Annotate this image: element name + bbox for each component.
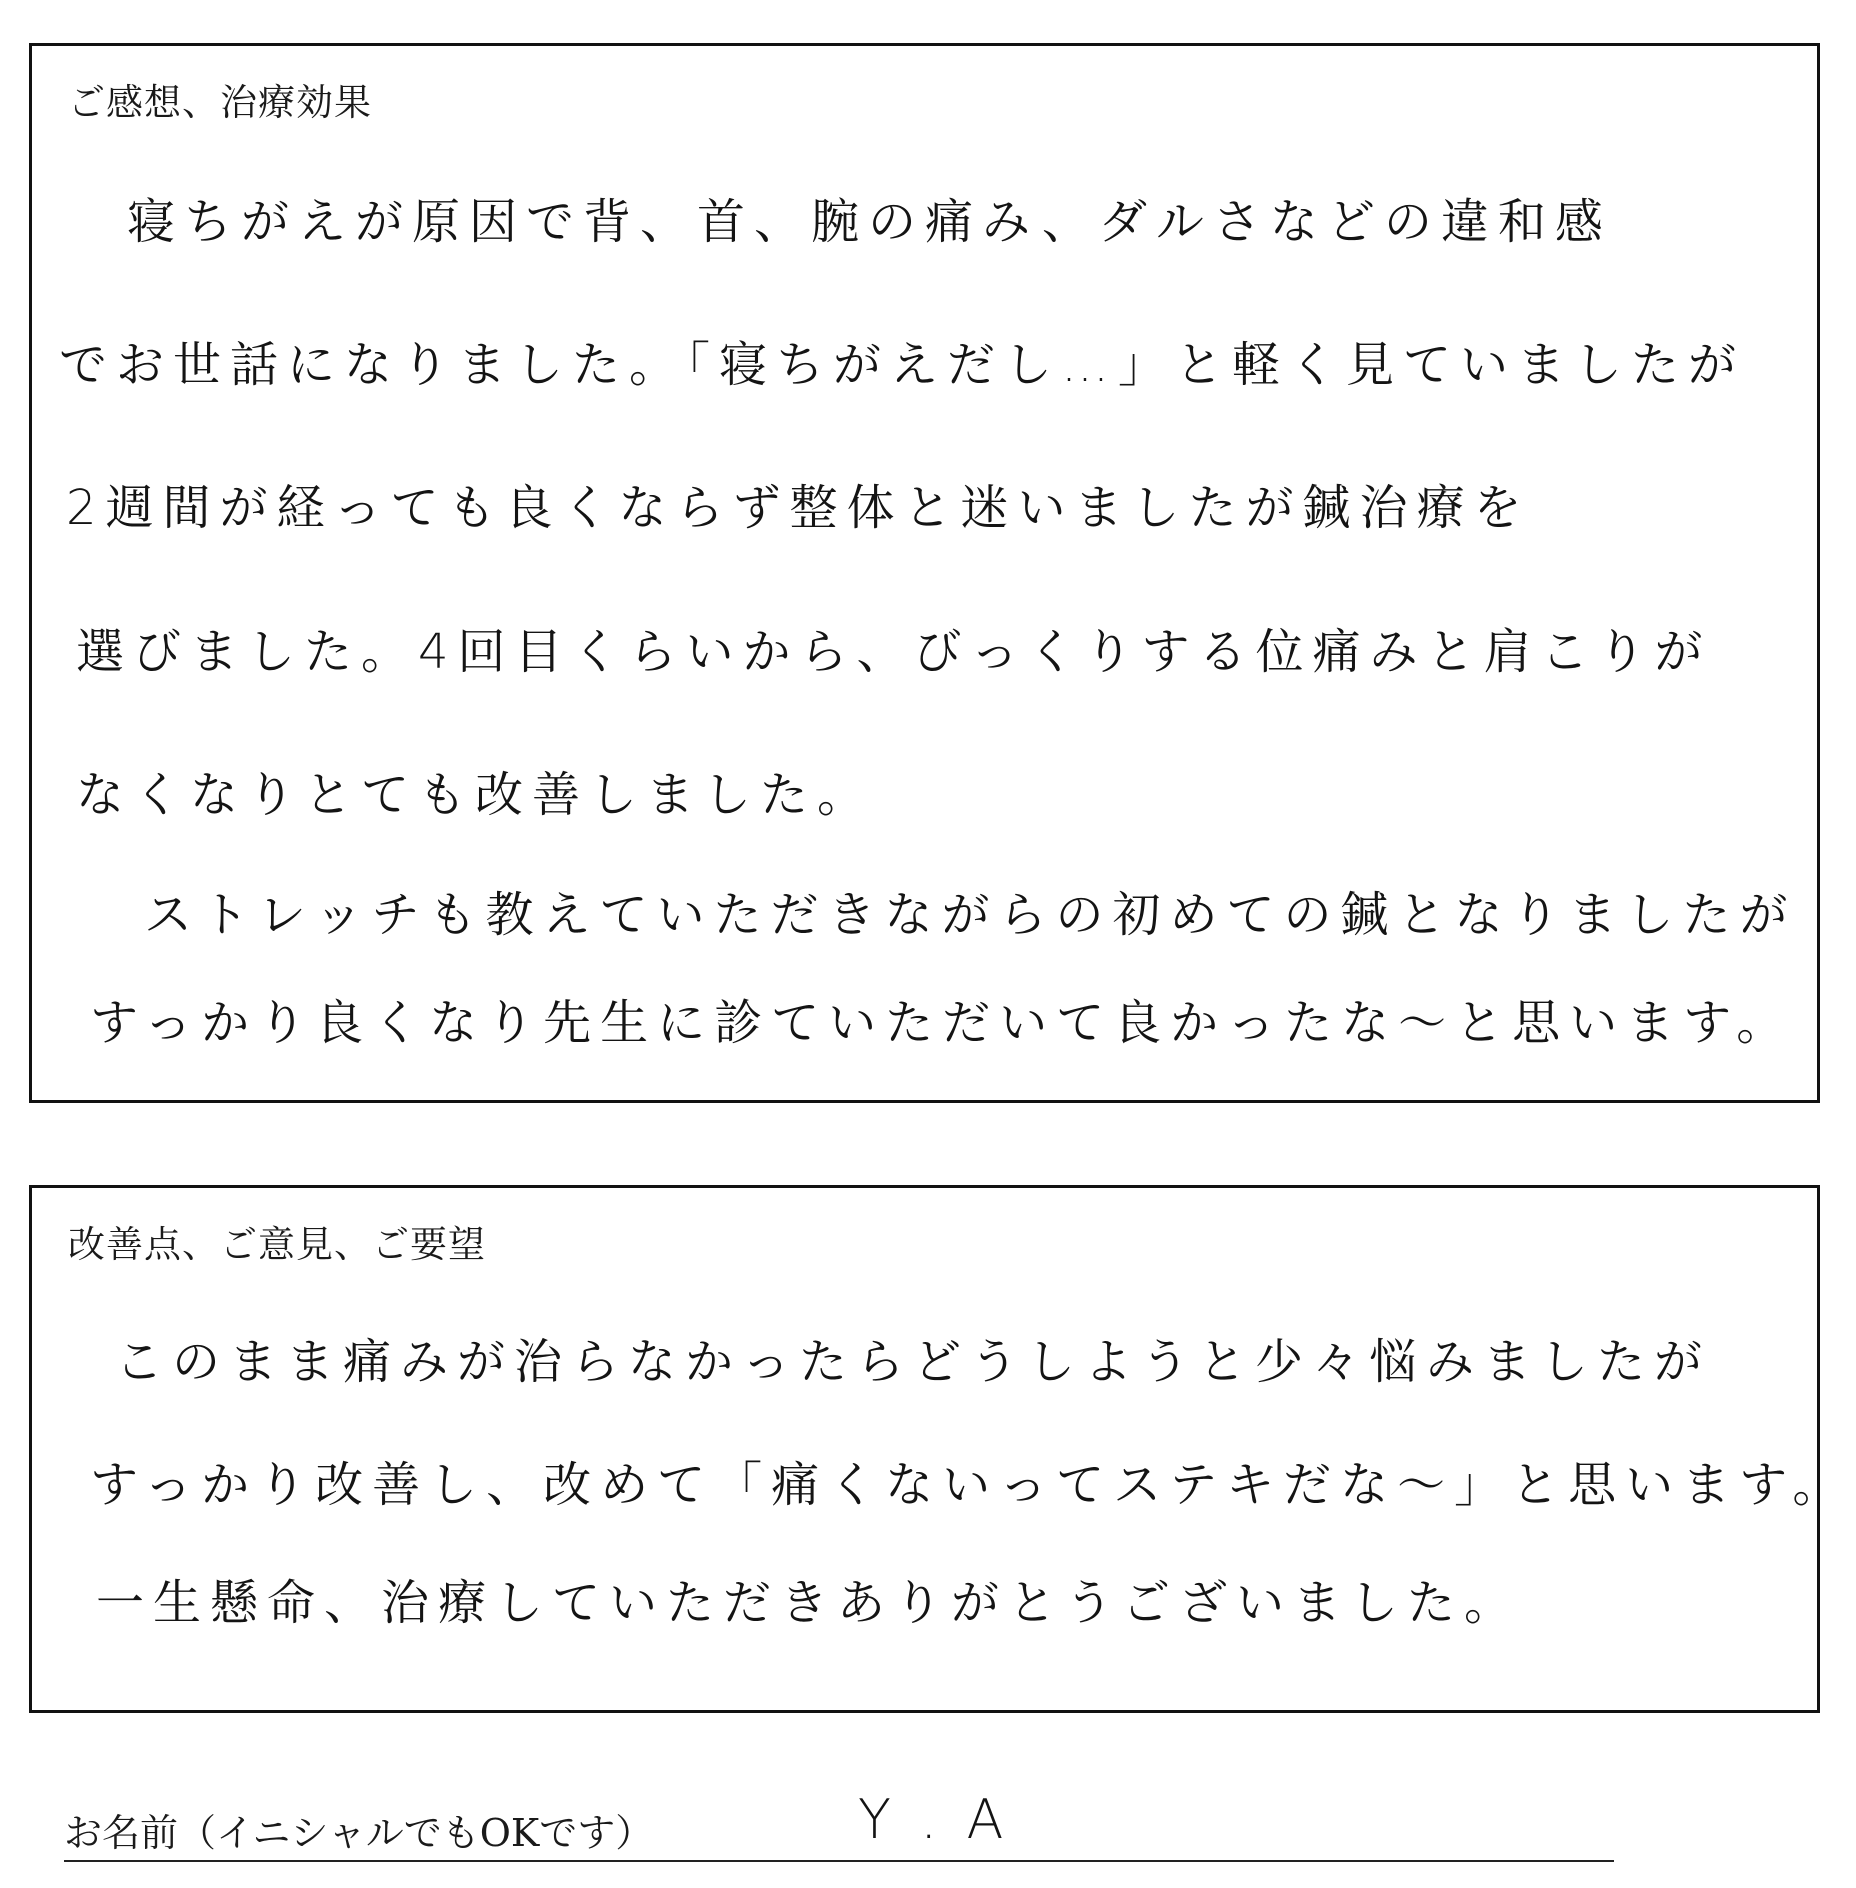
name-underline bbox=[64, 1860, 1614, 1862]
handwritten-line: でお世話になりました。「寝ちがえだし…」と軽く見ていましたが bbox=[59, 337, 1746, 393]
impressions-section bbox=[29, 43, 1820, 1103]
handwritten-line: ストレッチも教えていただきながらの初めての鍼となりましたが bbox=[144, 887, 1797, 943]
name-field-label: お名前（イニシャルでもOKです） bbox=[64, 1811, 654, 1855]
requests-label: 改善点、ご意見、ご要望 bbox=[68, 1223, 486, 1266]
requests-section bbox=[29, 1185, 1850, 1713]
handwritten-line: すっかり良くなり先生に診ていただいて良かったな〜と思います。 bbox=[90, 995, 1794, 1051]
name-field-value: Y . A bbox=[858, 1788, 1010, 1851]
handwritten-line: このまま痛みが治らなかったらどうしようと少々悩みましたが bbox=[115, 1334, 1712, 1390]
handwritten-line: なくなりとても改善しました。 bbox=[76, 767, 875, 823]
handwritten-line: 2週間が経っても良くならず整体と迷いましたが鍼治療を bbox=[66, 480, 1531, 536]
handwritten-line: すっかり改善し、改めて「痛くないってステキだな〜」と思います。 bbox=[90, 1457, 1850, 1513]
handwritten-line: 一生懸命、治療していただきありがとうございました。 bbox=[96, 1575, 1522, 1631]
handwritten-line: 寝ちがえが原因で背、首、腕の痛み、ダルさなどの違和感 bbox=[127, 194, 1612, 250]
handwritten-line: 選びました。4回目くらいから、びっくりする位痛みと肩こりが bbox=[76, 624, 1712, 680]
impressions-label: ご感想、治療効果 bbox=[68, 81, 372, 124]
